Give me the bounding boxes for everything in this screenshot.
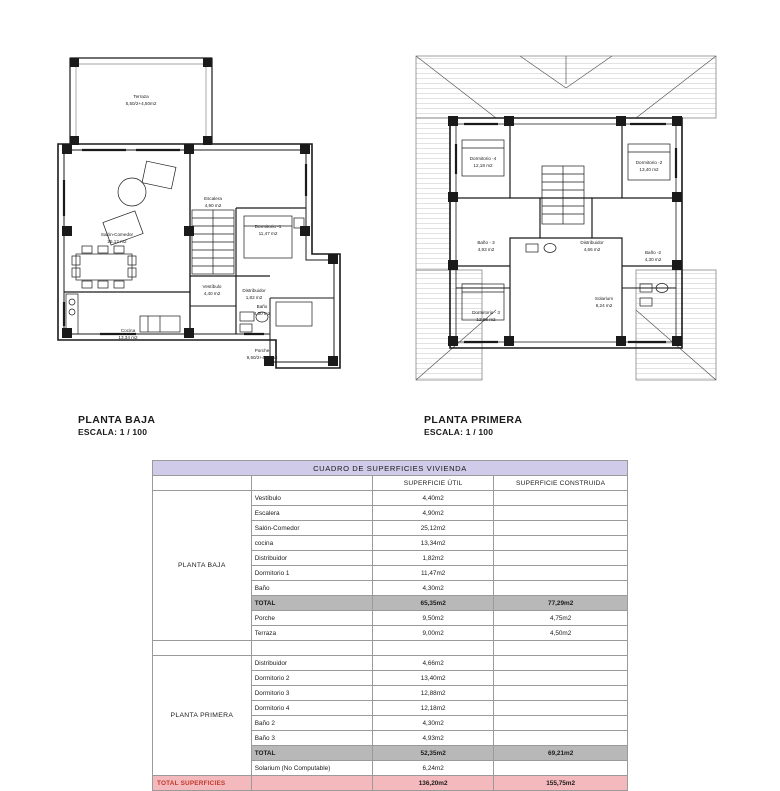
row-room: Dormitorio 4 [251, 701, 372, 716]
room-area-bano3: 4,93 m2 [477, 247, 495, 252]
table-header-row [153, 476, 628, 491]
row-room: TOTAL [251, 596, 372, 611]
row-util: 4,93m2 [373, 731, 494, 746]
spacer-cell-3 [373, 641, 494, 656]
row-constr [494, 581, 628, 596]
row-util: 12,18m2 [373, 701, 494, 716]
row-constr [494, 491, 628, 506]
row-room: Terraza [251, 626, 372, 641]
row-constr [494, 731, 628, 746]
room-area-escalera: 4,90 m2 [204, 203, 222, 208]
row-room: Dormitorio 2 [251, 671, 372, 686]
planta-baja-caption [78, 413, 155, 439]
row-util: 25,12m2 [373, 521, 494, 536]
room-area-bano2: 4,30 m2 [644, 257, 662, 262]
room-area-salon: 25,12 m2 [107, 239, 127, 244]
room-label-bano3: Baño - 3 [477, 240, 495, 245]
row-room: Porche [251, 611, 372, 626]
header-superficie-util: SUPERFICIE ÚTIL [373, 476, 494, 491]
planta-baja-title: PLANTA BAJA [78, 414, 156, 426]
row-constr [494, 761, 628, 776]
room-label-distribuidor-pb: Distribuidor [242, 288, 266, 293]
table-row [153, 491, 628, 506]
row-util: 4,66m2 [373, 656, 494, 671]
row-constr [494, 536, 628, 551]
row-util: 1,82m2 [373, 551, 494, 566]
row-constr: 77,29m2 [494, 596, 628, 611]
room-label-terraza: Terraza [133, 94, 149, 99]
surfaces-table-wrap [152, 460, 628, 791]
row-constr: 69,21m2 [494, 746, 628, 761]
surfaces-table [152, 460, 628, 791]
room-area-porche: 9,50/2+4,75m2 [246, 355, 278, 360]
group-label-planta-primera: PLANTA PRIMERA [153, 656, 252, 776]
planta-baja-drawing [40, 40, 370, 400]
floorplan-planta-baja [40, 40, 370, 400]
table-row [153, 656, 628, 671]
row-util: 6,24m2 [373, 761, 494, 776]
table-grand-total-row [153, 776, 628, 791]
row-room: Baño [251, 581, 372, 596]
row-constr [494, 716, 628, 731]
row-util: 13,40m2 [373, 671, 494, 686]
row-util: 52,35m2 [373, 746, 494, 761]
row-constr [494, 506, 628, 521]
planta-primera-title: PLANTA PRIMERA [424, 414, 523, 426]
room-label-dormitorio2: Dormitorio -2 [635, 160, 663, 165]
row-util: 4,30m2 [373, 581, 494, 596]
table-title-row [153, 461, 628, 476]
room-label-cocina: Cocina [120, 328, 136, 333]
spacer-cell-4 [494, 641, 628, 656]
row-util: 4,30m2 [373, 716, 494, 731]
row-util: 65,35m2 [373, 596, 494, 611]
row-constr: 4,75m2 [494, 611, 628, 626]
row-util: 9,50m2 [373, 611, 494, 626]
room-label-solarium: Solarium [594, 296, 614, 301]
row-constr [494, 551, 628, 566]
row-room: Escalera [251, 506, 372, 521]
room-area-dormitorio2: 13,40 m2 [639, 167, 659, 172]
grand-total-util: 136,20m2 [373, 776, 494, 791]
table-title: CUADRO DE SUPERFICIES VIVIENDA [153, 461, 628, 476]
group-label-planta-baja: PLANTA BAJA [153, 491, 252, 641]
grand-total-label: TOTAL SUPERFICIES [153, 776, 252, 791]
room-label-dormitorio4: Dormitorio -4 [469, 156, 497, 161]
table-spacer-row [153, 641, 628, 656]
row-constr [494, 686, 628, 701]
room-area-dormitorio4: 12,18 m2 [473, 163, 493, 168]
room-label-vestibulo: Vestíbulo [202, 284, 222, 289]
row-constr: 4,50m2 [494, 626, 628, 641]
floorplan-planta-primera [400, 48, 730, 398]
room-area-solarium: 6,24 m2 [595, 303, 613, 308]
room-label-dormitorio1: Dormitorio -1 [254, 224, 282, 229]
room-area-cocina: 13,34 m2 [118, 335, 138, 340]
room-label-bano-pb: Baño [256, 304, 268, 309]
room-area-terraza: 5,50/2+4,50m2 [125, 101, 157, 106]
spacer-cell-1 [153, 641, 252, 656]
row-util: 4,90m2 [373, 506, 494, 521]
planta-baja-scale: ESCALA: 1 / 100 [78, 427, 148, 438]
room-area-distribuidor-p1: 4,66 m2 [583, 247, 601, 252]
row-room: Dormitorio 3 [251, 686, 372, 701]
room-area-vestibulo: 4,40 m2 [203, 291, 221, 296]
row-room: Distribuidor [251, 551, 372, 566]
row-constr [494, 656, 628, 671]
row-util: 12,88m2 [373, 686, 494, 701]
header-blank-2 [251, 476, 372, 491]
row-room: Baño 3 [251, 731, 372, 746]
grand-total-room [251, 776, 372, 791]
grand-total-constr: 155,75m2 [494, 776, 628, 791]
room-label-dormitorio3: Dormitorio - 3 [472, 310, 500, 315]
row-constr [494, 701, 628, 716]
row-room: Dormitorio 1 [251, 566, 372, 581]
row-room: Vestíbulo [251, 491, 372, 506]
row-room: cocina [251, 536, 372, 551]
planta-primera-scale: ESCALA: 1 / 100 [424, 427, 494, 438]
room-area-bano-pb: 4,30 m2 [253, 311, 271, 316]
row-util: 11,47m2 [373, 566, 494, 581]
row-constr [494, 566, 628, 581]
header-superficie-construida: SUPERFICIE CONSTRUIDA [494, 476, 628, 491]
room-label-salon: Salón-Comedor [100, 232, 134, 237]
room-area-dormitorio3: 12,88 m2 [476, 317, 496, 322]
spacer-cell-2 [251, 641, 372, 656]
row-constr [494, 521, 628, 536]
room-label-porche: Porche [254, 348, 270, 353]
row-util: 4,40m2 [373, 491, 494, 506]
row-room: Distribuidor [251, 656, 372, 671]
row-util: 13,34m2 [373, 536, 494, 551]
planta-primera-caption [424, 413, 522, 439]
row-constr [494, 671, 628, 686]
room-label-escalera: Escalera [204, 196, 222, 201]
row-room: Baño 2 [251, 716, 372, 731]
room-area-dormitorio1: 11,47 m2 [258, 231, 278, 236]
row-room: Salón-Comedor [251, 521, 372, 536]
planta-primera-drawing [400, 48, 730, 398]
header-blank-1 [153, 476, 252, 491]
row-room: Solarium (No Computable) [251, 761, 372, 776]
row-room: TOTAL [251, 746, 372, 761]
room-label-distribuidor-p1: Distribuidor [580, 240, 604, 245]
room-label-bano2: Baño -2 [644, 250, 662, 255]
room-area-distribuidor-pb: 1,82 m2 [245, 295, 263, 300]
row-util: 9,00m2 [373, 626, 494, 641]
